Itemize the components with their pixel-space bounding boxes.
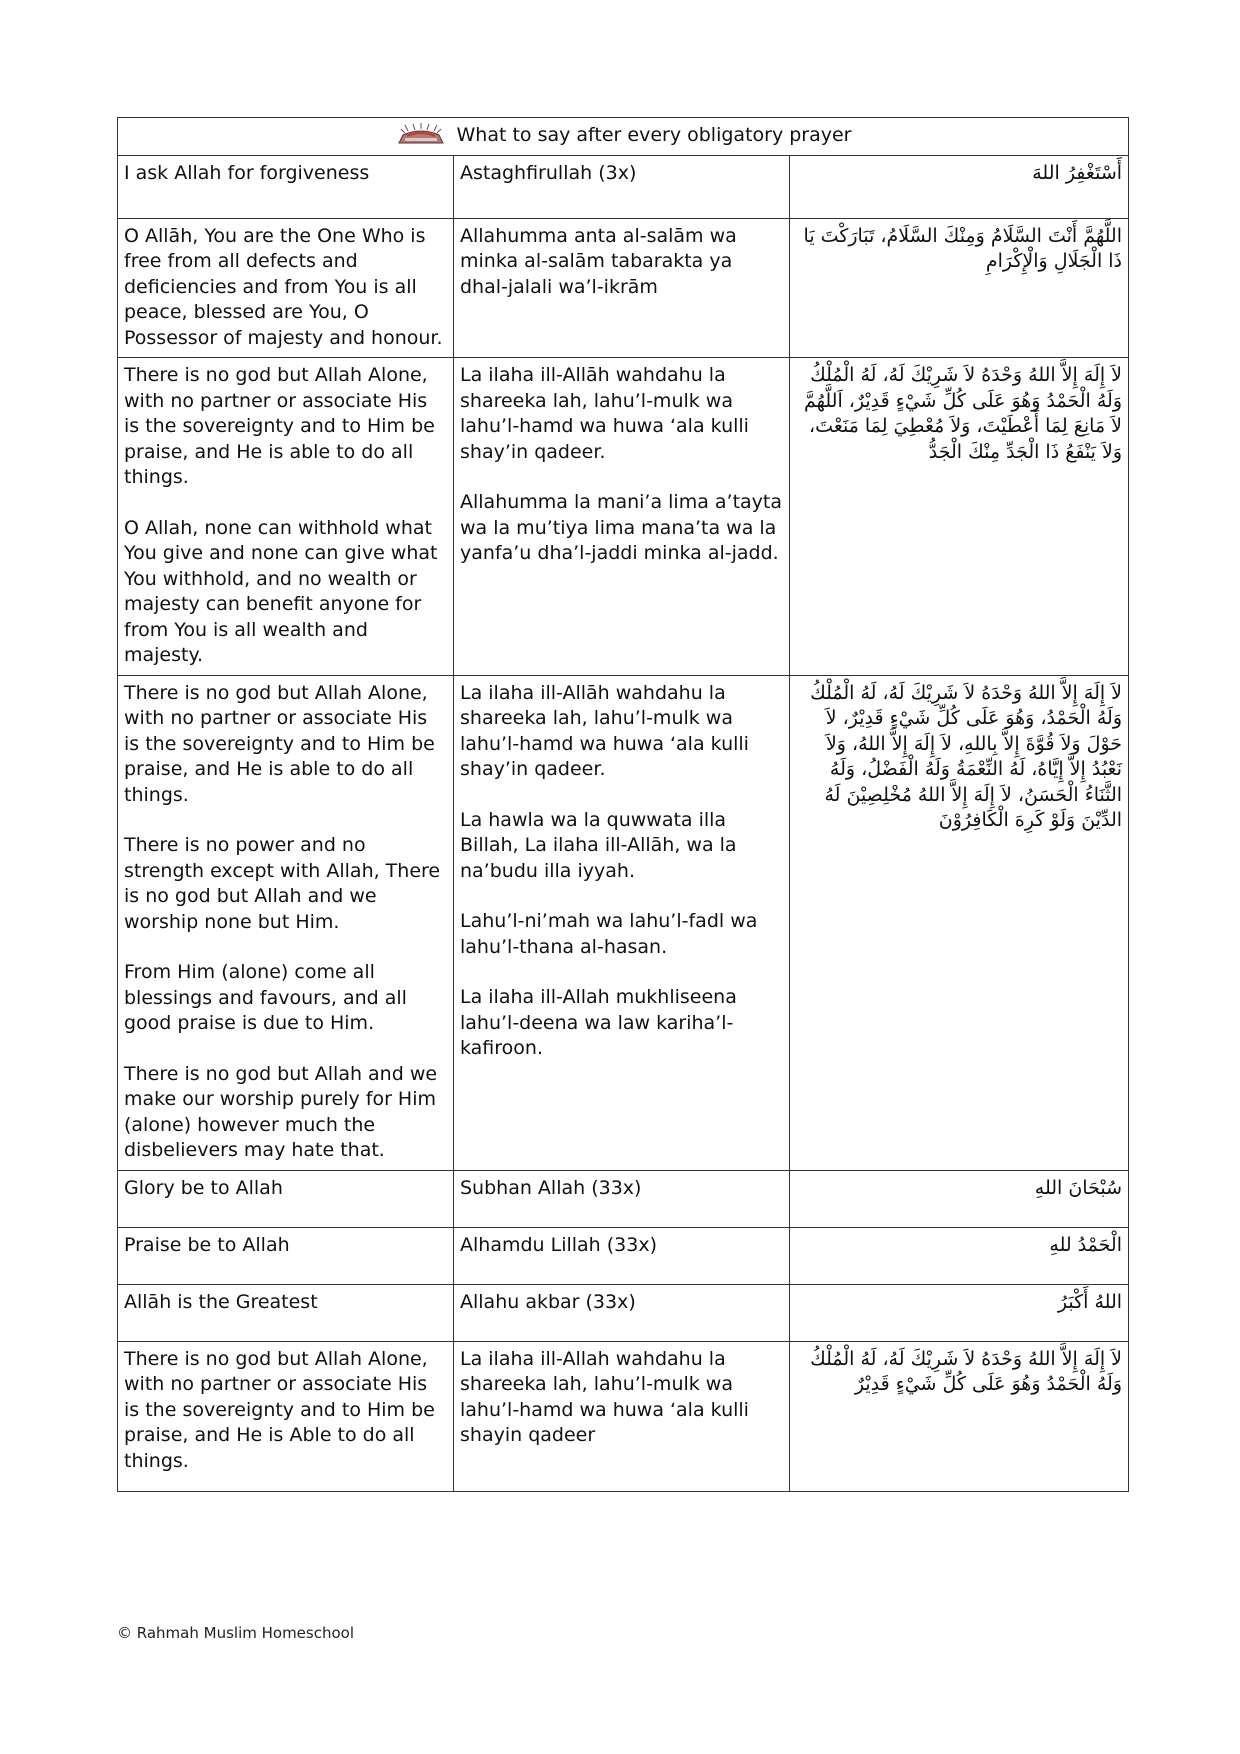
title-row — [118, 118, 1129, 156]
transliteration-cell — [454, 218, 790, 358]
english-cell — [118, 1170, 454, 1227]
dua-table — [117, 117, 1129, 1492]
english-cell — [118, 155, 454, 218]
transliteration-cell — [454, 1170, 790, 1227]
transliteration-text: La hawla wa la quwwata illa Billah, La ilaha ill-Allāh, wa la na’budu illa iyyah. — [460, 808, 737, 882]
title-cell — [118, 118, 1129, 156]
transliteration-cell — [454, 155, 790, 218]
transliteration-text: La ilaha ill-Allāh wahdahu la shareeka lah, lahu’l-mulk wa lahu’l-hamd wa huwa ‘ala kulli shay’in qadeer. — [460, 364, 749, 463]
dua-row — [118, 1341, 1129, 1491]
english-text: There is no god but Allah Alone, with no partner or associate His is the sovereignty and to Him be praise, and He is able to do all things. — [124, 681, 435, 806]
dua-row — [118, 1284, 1129, 1341]
transliteration-text: La ilaha ill-Allāh wahdahu la shareeka lah, lahu’l-mulk wa lahu’l-hamd wa huwa ‘ala kulli shay’in qadeer. — [460, 681, 749, 780]
arabic-text: اللهُ أَكْبَرُ — [1057, 1290, 1123, 1313]
arabic-cell — [790, 1341, 1129, 1491]
arabic-text: لاَ إِلَهَ إِلاَّ اللهُ وَحْدَهُ لاَ شَرِيْكَ لَهُ، لَهُ الْمُلْكُ وَلَهُ الْحَمْدُ وَهُوَ عَلَى كُلِّ شَيْءٍ قَدِيْرٌ — [810, 1347, 1123, 1395]
transliteration-text: Astaghfirullah (3x) — [460, 161, 637, 184]
dua-row — [118, 218, 1129, 358]
arabic-cell — [790, 358, 1129, 676]
english-text: There is no power and no strength except with Allah, There is no god but Allah and we worship none but Him. — [124, 834, 441, 933]
arabic-text: الْحَمْدُ للهِ — [1049, 1233, 1123, 1256]
arabic-text: سُبْحَانَ اللهِ — [1034, 1176, 1123, 1199]
transliteration-text: Allahumma la mani’a lima a’tayta wa la mu’tiya lima mana’ta wa la yanfa’u dha’l-jaddi minka al-jadd. — [460, 491, 782, 564]
transliteration-text: Subhan Allah (33x) — [460, 1176, 642, 1199]
transliteration-text: La ilaha ill-Allah mukhliseena lahu’l-deena wa law kariha’l-kafiroon. — [460, 986, 737, 1059]
transliteration-cell — [454, 358, 790, 676]
arabic-cell — [790, 1284, 1129, 1341]
english-text: Glory be to Allah — [124, 1176, 283, 1199]
english-cell — [118, 675, 454, 1170]
english-text: Praise be to Allah — [124, 1233, 290, 1256]
english-text: I ask Allah for forgiveness — [124, 161, 370, 184]
transliteration-text: Alhamdu Lillah (33x) — [460, 1233, 658, 1256]
english-cell — [118, 1227, 454, 1284]
arabic-text: أَسْتَغْفِرُ اللهَ — [1032, 161, 1123, 184]
english-text: There is no god but Allah Alone, with no partner or associate His is the sovereignty and to Him be praise, and He is Able to do all things. — [124, 1347, 435, 1472]
transliteration-text: Allahu akbar (33x) — [460, 1290, 636, 1313]
transliteration-cell — [454, 1227, 790, 1284]
english-cell — [118, 1284, 454, 1341]
english-text: There is no god but Allah and we make our worship purely for Him (alone) however much the disbelievers may hate that. — [124, 1062, 438, 1161]
arabic-text: لاَ إِلَهَ إِلاَّ اللهُ وَحْدَهُ لاَ شَرِيْكَ لَهُ، لَهُ الْمُلْكُ وَلَهُ الْحَمْدُ، وَهُوَ عَلَى كُلِّ شَيْءٍ قَدِيْرٌ، لاَ حَوْلَ وَلاَ قُوَّةَ إِلاَّ بِاللهِ، لاَ إِلَهَ إِلاَّ اللهُ، وَلاَ نَعْبُدُ إِلاَّ إِيَّاهُ، لَهُ النِّعْمَةُ وَلَهُ الْفَضْلُ، وَلَهُ الثَّنَاءُ الْحَسَنُ، لاَ إِلَهَ إِلاَّ اللهُ مُخْلِصِيْنَ لَهُ الدِّيْنَ وَلَوْ كَرِهَ الْكَافِرُوْنَ — [810, 681, 1123, 831]
english-cell — [118, 218, 454, 358]
english-text: From Him (alone) come all blessings and favours, and all good praise is due to Him. — [124, 961, 407, 1034]
arabic-cell — [790, 1227, 1129, 1284]
arabic-cell — [790, 675, 1129, 1170]
dua-row — [118, 1227, 1129, 1284]
mosque-icon — [395, 123, 447, 145]
arabic-text: لاَ إِلَهَ إِلاَّ اللهُ وَحْدَهُ لاَ شَرِيْكَ لَهُ، لَهُ الْمُلْكُ وَلَهُ الْحَمْدُ وَهُوَ عَلَى كُلِّ شَيْءٍ قَدِيْرٌ، اَللَّهُمَّ لاَ مَانِعَ لِمَا أَعْطَيْتَ، وَلاَ مُعْطِيَ لِمَا مَنَعْتَ، وَلاَ يَنْفَعُ ذَا الْجَدِّ مِنْكَ الْجَدُّ — [803, 364, 1123, 463]
arabic-cell — [790, 1170, 1129, 1227]
transliteration-cell — [454, 1284, 790, 1341]
english-text: O Allah, none can withhold what You give and none can give what You withhold, and no wealth or majesty can benefit anyone for from You is all wealth and majesty. — [124, 516, 438, 666]
arabic-text: اللَّهُمَّ أَنْتَ السَّلَامُ وَمِنْكَ السَّلَامُ، تَبَارَكْتَ يَا ذَا الْجَلَالِ وَالْإِكْرَامِ — [803, 224, 1123, 272]
arabic-cell — [790, 155, 1129, 218]
dua-row — [118, 1170, 1129, 1227]
transliteration-text: Lahu’l-ni’mah wa lahu’l-fadl wa lahu’l-thana al-hasan. — [460, 910, 758, 958]
dua-row — [118, 358, 1129, 676]
copyright-footer: © Rahmah Muslim Homeschool — [117, 1624, 355, 1642]
arabic-cell — [790, 218, 1129, 358]
transliteration-cell — [454, 1341, 790, 1491]
transliteration-text: Allahumma anta al-salām wa minka al-salām tabarakta ya dhal-jalali wa’l-ikrām — [460, 224, 737, 298]
english-text: O Allāh, You are the One Who is free from all defects and deficiencies and from You is all peace, blessed are You, O Possessor of majesty and honour. — [124, 224, 443, 349]
english-text: There is no god but Allah Alone, with no partner or associate His is the sovereignty and to Him be praise, and He is able to do all things. — [124, 364, 435, 488]
transliteration-text: La ilaha ill-Allah wahdahu la shareeka lah, lahu’l-mulk wa lahu’l-hamd wa huwa ‘ala kulli shayin qadeer — [460, 1347, 749, 1446]
english-text: Allāh is the Greatest — [124, 1290, 318, 1313]
dua-rows — [118, 155, 1129, 1491]
english-cell — [118, 358, 454, 676]
english-cell — [118, 1341, 454, 1491]
page-title: What to say after every obligatory prayer — [456, 124, 852, 146]
transliteration-cell — [454, 675, 790, 1170]
dua-row — [118, 155, 1129, 218]
dua-row — [118, 675, 1129, 1170]
